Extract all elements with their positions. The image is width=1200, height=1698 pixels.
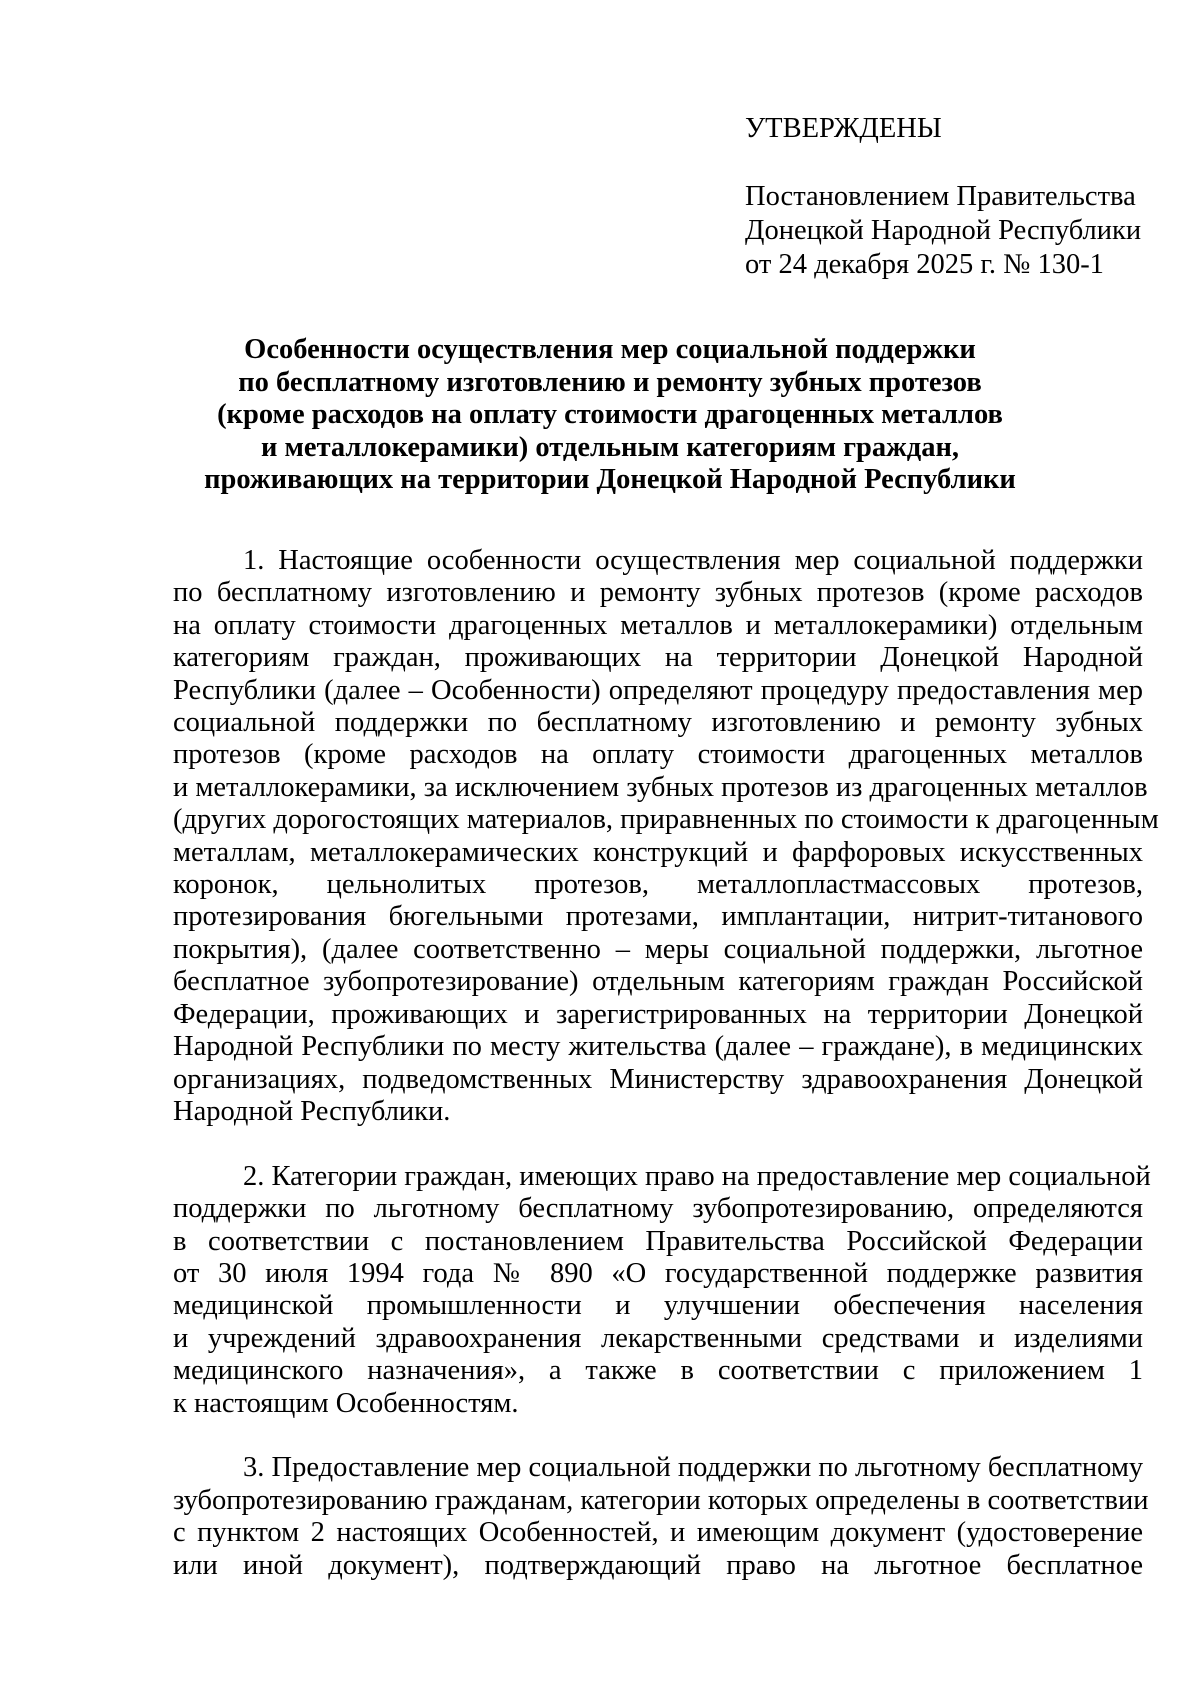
title-line: (кроме расходов на оплату стоимости драгоценных металлов: [217, 399, 1003, 430]
paragraph-line: медицинской промышленности и улучшении обеспечения населения: [173, 1290, 1143, 1322]
paragraph-line: медицинского назначения», а также в соответствии с приложением 1: [173, 1355, 1143, 1387]
paragraph-line: бесплатное зубопротезирование) отдельным категориям граждан Российской: [173, 966, 1143, 998]
paragraph-3: [173, 1452, 1149, 1582]
approval-line: Постановлением Правительства: [745, 181, 1136, 212]
paragraph-line: к настоящим Особенностям.: [173, 1387, 519, 1419]
paragraph-line: 1. Настоящие особенности осуществления мер социальной поддержки: [243, 545, 1143, 576]
document-body: [173, 545, 1159, 1582]
paragraph-line: протезов (кроме расходов на оплату стоимости драгоценных металлов: [173, 739, 1143, 771]
paragraph-line: Республики (далее – Особенности) определяют процедуру предоставления мер: [173, 674, 1143, 706]
paragraph-line: на оплату стоимости драгоценных металлов и металлокерамики) отдельным: [173, 609, 1143, 641]
document-title: [170, 334, 1050, 497]
approval-details: [745, 180, 1141, 282]
paragraph-2: [173, 1160, 1151, 1420]
paragraph-line: Федерации, проживающих и зарегистрированных на территории Донецкой: [173, 998, 1143, 1030]
paragraph-line: и учреждений здравоохранения лекарственными средствами и изделиями: [173, 1322, 1143, 1354]
paragraph-line: в соответствии с постановлением Правительства Российской Федерации: [173, 1225, 1143, 1257]
paragraph-line: покрытия), (далее соответственно – меры социальной поддержки, льготное: [173, 933, 1143, 965]
paragraph-line: металлам, металлокерамических конструкций и фарфоровых искусственных: [173, 836, 1143, 868]
title-line: Особенности осуществления мер социальной поддержки: [244, 334, 976, 365]
paragraph-line: Народной Республики.: [173, 1095, 451, 1127]
title-line: и металлокерамики) отдельным категориям граждан,: [260, 431, 960, 463]
paragraph-line: протезирования бюгельными протезами, имплантации, нитрит-титанового: [173, 901, 1143, 933]
paragraph-line: и металлокерамики, за исключением зубных протезов из драгоценных металлов: [173, 771, 1148, 803]
paragraph-line: от 30 июля 1994 года № 890 «О государственной поддержке развития: [173, 1257, 1143, 1289]
paragraph-line: Народной Республики по месту жительства (далее – граждане), в медицинских: [173, 1031, 1143, 1063]
paragraph-line: по бесплатному изготовлению и ремонту зубных протезов (кроме расходов: [173, 577, 1143, 609]
paragraph-line: или иной документ), подтверждающий право на льготное бесплатное: [173, 1549, 1143, 1581]
title-line: по бесплатному изготовлению и ремонту зубных протезов: [238, 366, 982, 398]
paragraph-1: [173, 545, 1159, 1128]
approval-line: от 24 декабря 2025 г. № 130-1: [745, 249, 1104, 280]
paragraph-line: категориям граждан, проживающих на территории Донецкой Народной: [173, 642, 1143, 674]
approval-line: Донецкой Народной Республики: [745, 215, 1142, 246]
paragraph-line: организациях, подведомственных Министерству здравоохранения Донецкой: [173, 1063, 1143, 1095]
paragraph-line: 3. Предоставление мер социальной поддержки по льготному бесплатному: [243, 1452, 1144, 1484]
paragraph-line: социальной поддержки по бесплатному изготовлению и ремонту зубных: [173, 707, 1143, 739]
paragraph-line: зубопротезированию гражданам, категории которых определены в соответствии: [173, 1484, 1149, 1516]
paragraph-line: коронок, цельнолитых протезов, металлопластмассовых протезов,: [173, 869, 1143, 901]
approval-title: УТВЕРЖДЕНЫ: [745, 113, 942, 144]
paragraph-line: с пунктом 2 настоящих Особенностей, и имеющим документ (удостоверение: [173, 1517, 1143, 1549]
paragraph-line: (других дорогостоящих материалов, приравненных по стоимости к драгоценным: [173, 804, 1159, 836]
paragraph-line: поддержки по льготному бесплатному зубопротезированию, определяются: [173, 1193, 1143, 1225]
title-line: проживающих на территории Донецкой Народной Республики: [204, 464, 1016, 495]
paragraph-line: 2. Категории граждан, имеющих право на предоставление мер социальной: [243, 1160, 1151, 1192]
